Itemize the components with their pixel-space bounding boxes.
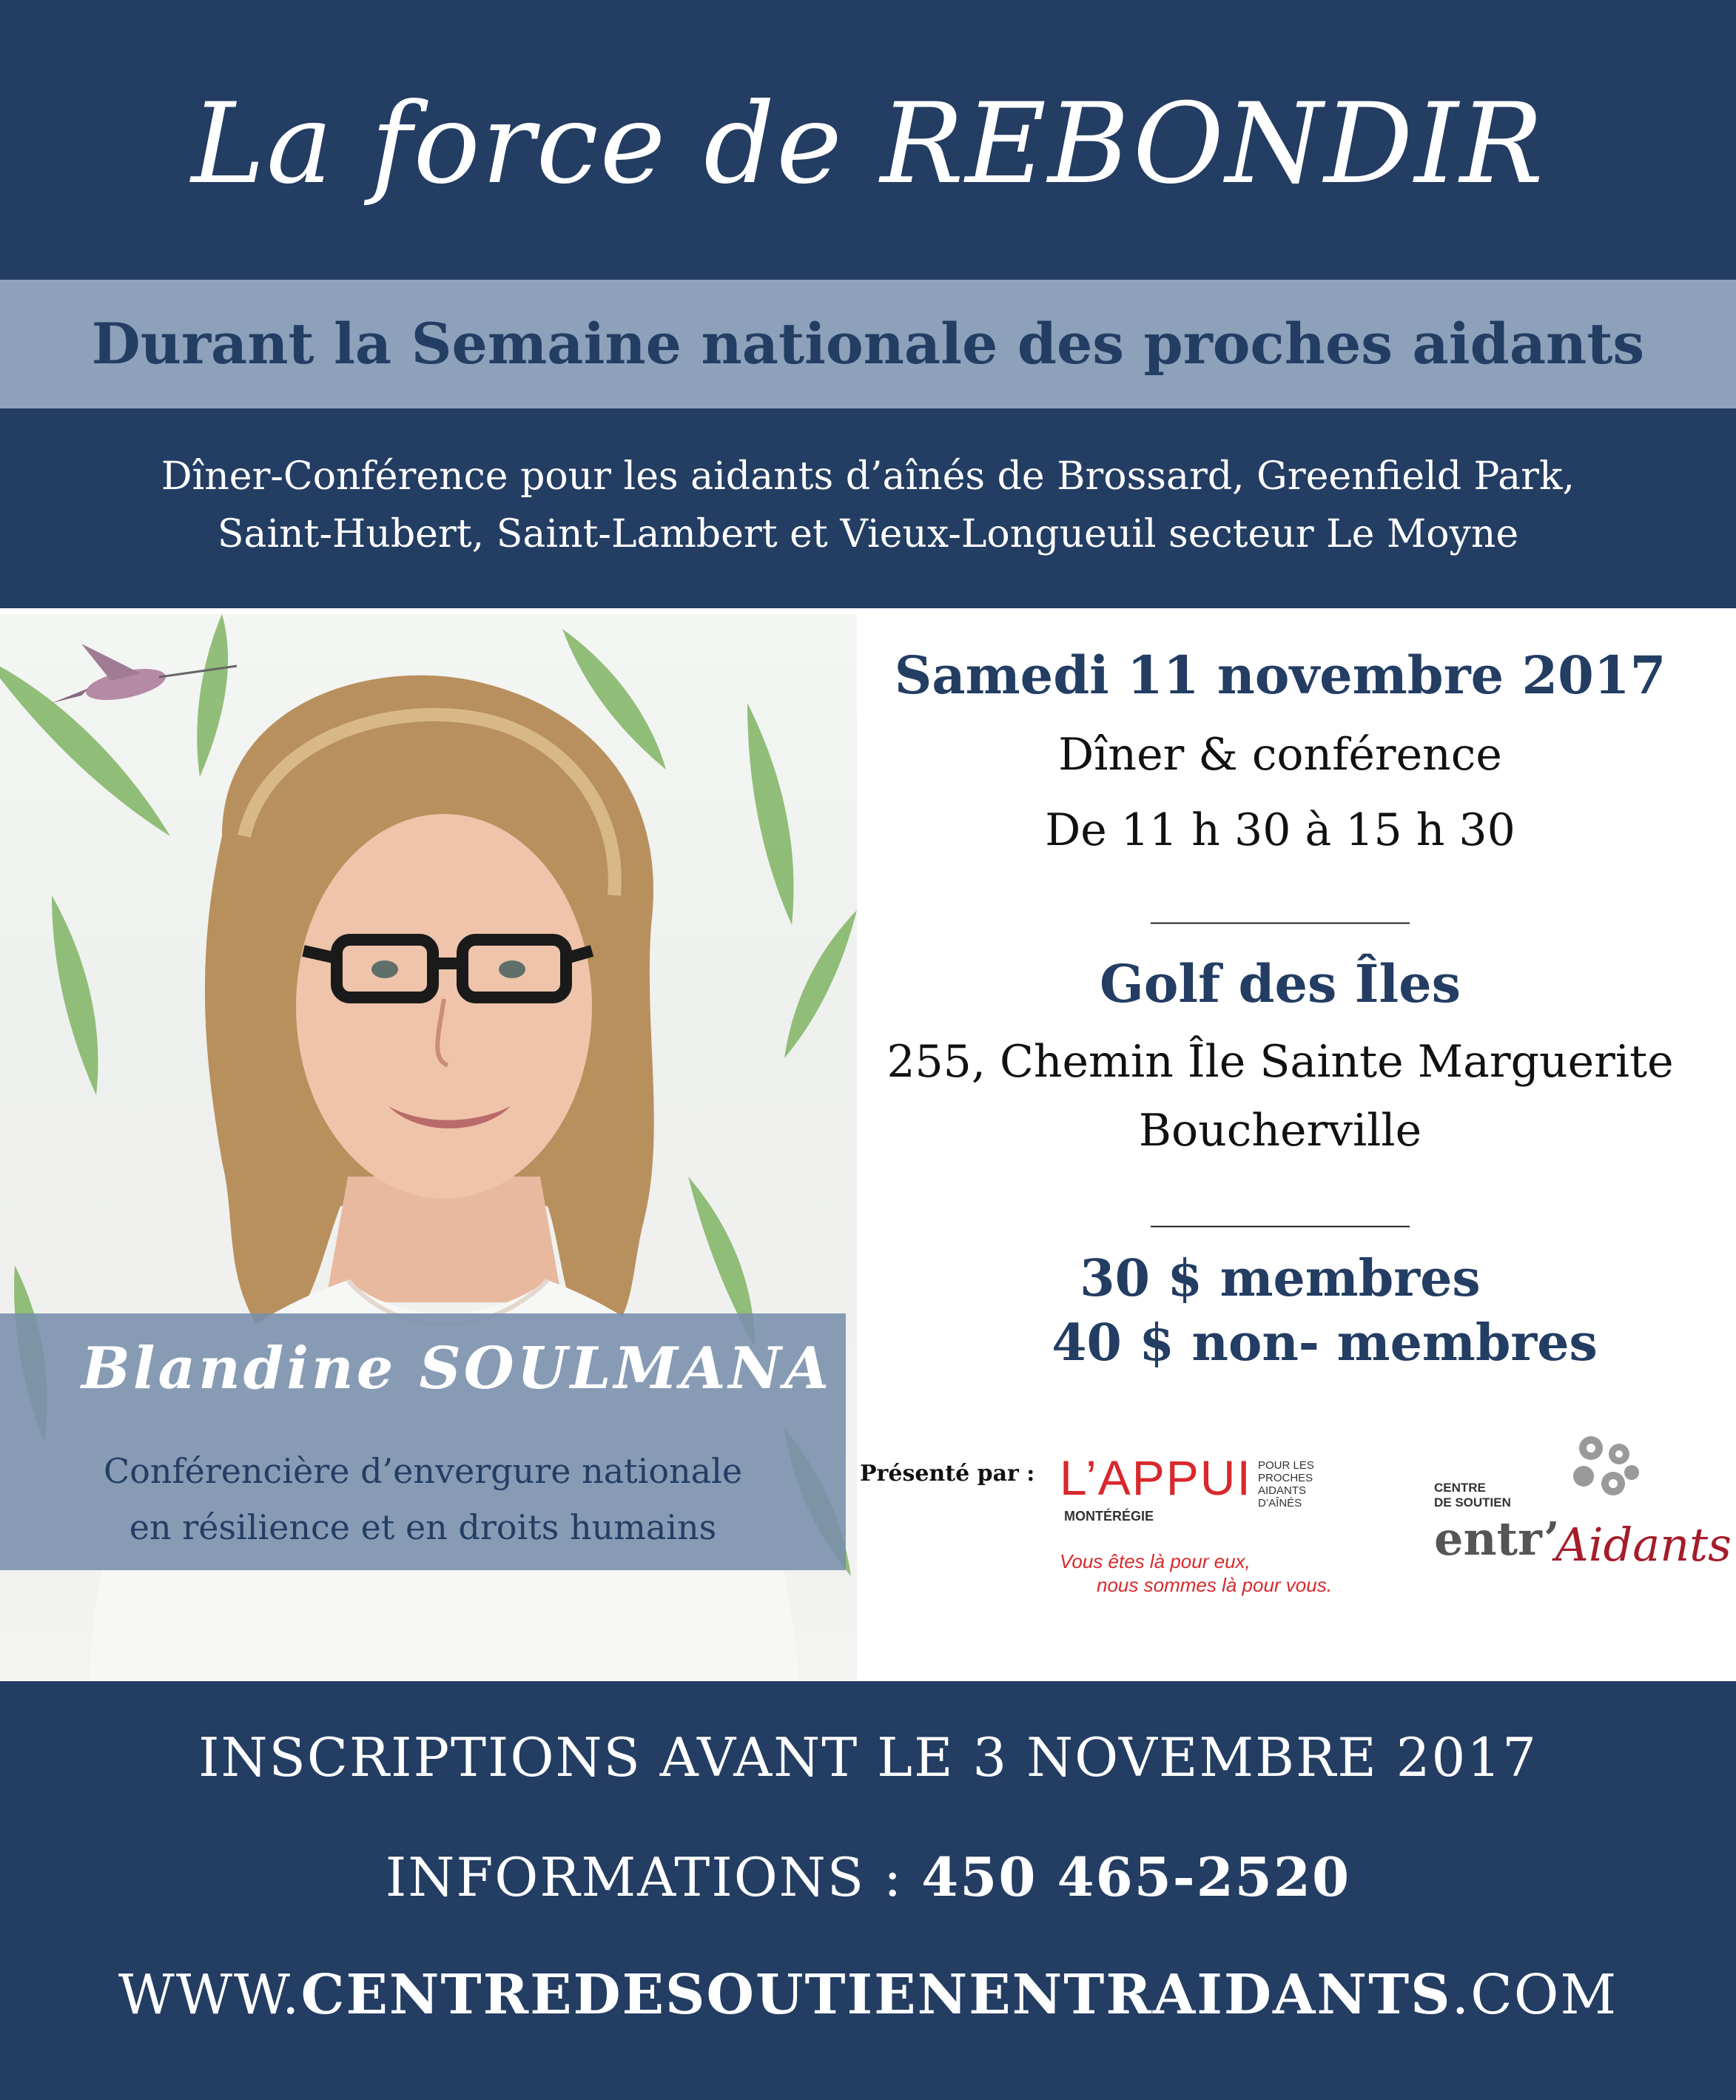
event-date: Samedi 11 novembre 2017 bbox=[894, 645, 1666, 706]
lappui-logo bbox=[1060, 1452, 1356, 1607]
page-title: La force de REBONDIR bbox=[191, 80, 1545, 209]
separator-1: ______________ bbox=[1151, 881, 1410, 924]
lappui-logo-side-text bbox=[1258, 1459, 1354, 1510]
description-line-1: Dîner-Conférence pour les aidants d’aînés de Brossard, Greenfield Park, bbox=[161, 454, 1575, 499]
centre-logo-small-line-2: DE SOUTIEN bbox=[1434, 1495, 1511, 1510]
information-phone: 450 465-2520 bbox=[921, 1845, 1351, 1908]
website-main: CENTREDESOUTIENENTRAIDANTS bbox=[300, 1963, 1452, 2027]
centre-logo-small-line-1: CENTRE bbox=[1434, 1481, 1486, 1495]
subtitle: Durant la Semaine nationale des proches aidants bbox=[91, 311, 1645, 377]
website-suffix: .COM bbox=[1451, 1963, 1618, 2027]
flower-logo-icon bbox=[1561, 1432, 1650, 1513]
event-time: De 11 h 30 à 15 h 30 bbox=[1045, 804, 1515, 856]
centre-logo-entr: entr’ bbox=[1434, 1512, 1560, 1566]
event-venue: Golf des Îles bbox=[1099, 953, 1461, 1014]
centre-logo-small-text bbox=[1434, 1481, 1511, 1510]
lappui-tagline-line-1: Vous êtes là pour eux, bbox=[1060, 1550, 1251, 1572]
description bbox=[0, 448, 1736, 563]
website-prefix: WWW. bbox=[118, 1963, 301, 2027]
lappui-region: MONTÉRÉGIE bbox=[1064, 1509, 1154, 1524]
presented-by-label: Présenté par : bbox=[860, 1461, 1035, 1487]
centre-soutien-logo bbox=[1428, 1432, 1732, 1624]
price-members: 30 $ membres bbox=[1080, 1249, 1481, 1308]
inscriptions-deadline: INSCRIPTIONS AVANT LE 3 NOVEMBRE 2017 bbox=[198, 1726, 1538, 1788]
lappui-side-line-2: PROCHES AIDANTS bbox=[1258, 1472, 1313, 1497]
lappui-tagline-line-2: nous sommes là pour vous. bbox=[1097, 1574, 1332, 1596]
speaker-role-line-1: Conférencière d’envergure nationale bbox=[103, 1451, 743, 1491]
price-non-members: 40 $ non- membres bbox=[1052, 1313, 1598, 1373]
information-label: INFORMATIONS : bbox=[385, 1846, 922, 1908]
lappui-side-line-3: D’AÎNÉS bbox=[1258, 1497, 1302, 1510]
lappui-side-line-1: POUR LES bbox=[1258, 1459, 1314, 1472]
website-line bbox=[0, 1961, 1736, 2029]
centre-logo-aidants: Aidants bbox=[1555, 1518, 1732, 1572]
speaker-role bbox=[0, 1443, 846, 1555]
event-type: Dîner & conférence bbox=[1058, 729, 1502, 781]
separator-2: ______________ bbox=[1151, 1185, 1410, 1228]
lappui-logo-name: L’APPUI bbox=[1060, 1450, 1252, 1505]
speaker-role-line-2: en résilience et en droits humains bbox=[129, 1507, 717, 1547]
description-line-2: Saint-Hubert, Saint-Lambert et Vieux-Longueuil secteur Le Moyne bbox=[217, 512, 1519, 556]
event-address-line-1: 255, Chemin Île Sainte Marguerite bbox=[886, 1036, 1674, 1088]
lappui-tagline bbox=[1060, 1549, 1356, 1597]
information-line bbox=[0, 1844, 1736, 1911]
speaker-name: Blandine SOULMANA bbox=[81, 1335, 832, 1402]
event-address-line-2: Boucherville bbox=[1138, 1105, 1422, 1157]
